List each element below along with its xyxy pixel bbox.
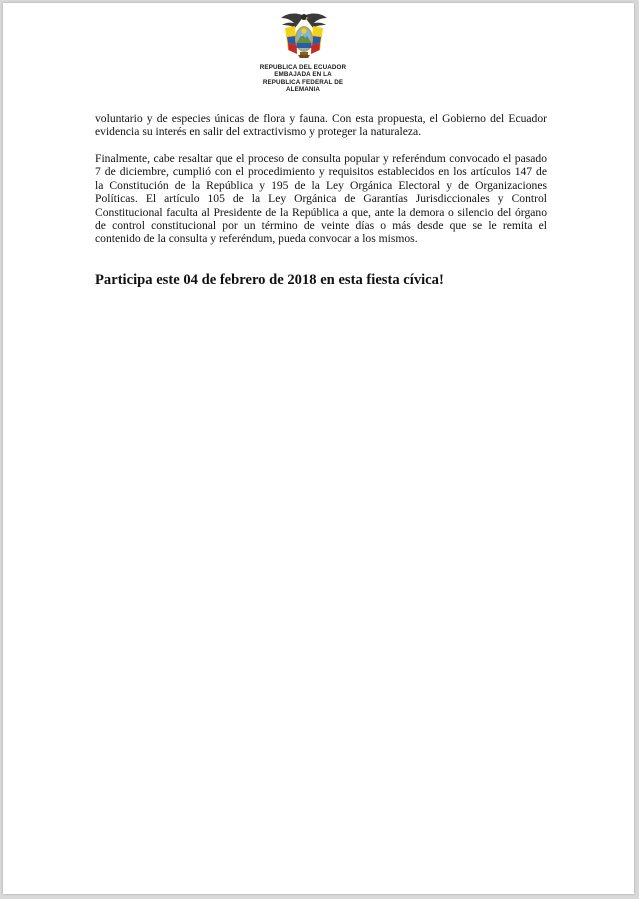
paragraph-2-line: Constitucional faculta al Presidente de la República a que, ante la demora o silencio del órgano [95,205,547,219]
ecuador-coat-of-arms-icon [279,10,329,62]
header-line-1: REPUBLICA DEL ECUADOR [259,64,347,71]
paragraph-1 [95,112,547,139]
paragraph-2-line: 7 de diciembre, cumplió con el procedimiento y requisitos establecidos en los artículos 147 de [95,165,547,179]
header-line-4: ALEMANIA [285,86,321,94]
paragraph-2-line: la Constitución de la República y 195 de la Ley Orgánica Electoral y de Organizaciones [95,178,547,192]
paragraph-2 [95,152,547,246]
paragraph-2-line: Finalmente, cabe resaltar que el proceso de consulta popular y referéndum convocado el pasado [95,152,547,165]
embassy-header [228,64,378,94]
header-line-3: REPUBLICA FEDERAL DE [262,78,344,86]
paragraph-2-line: contenido de la consulta y referéndum, pueda convocar a los mismos. [95,232,418,246]
paragraph-2-line: de control constitucional por un término de veinte días o más desde que se le remita el [95,219,547,233]
document-page [3,3,634,894]
paragraph-2-line: Políticas. El artículo 105 de la Ley Orgánica de Garantías Jurisdiccionales y Control [95,192,547,206]
paragraph-1-line: voluntario y de especies únicas de flora y fauna. Con esta propuesta, el Gobierno del Ecuador [95,112,547,125]
header-line-2: EMBAJADA EN LA [274,71,332,79]
paragraph-1-line: evidencia su interés en salir del extractivismo y proteger la naturaleza. [95,125,422,139]
closing-statement: Participa este 04 de febrero de 2018 en esta fiesta cívica! [95,272,444,288]
